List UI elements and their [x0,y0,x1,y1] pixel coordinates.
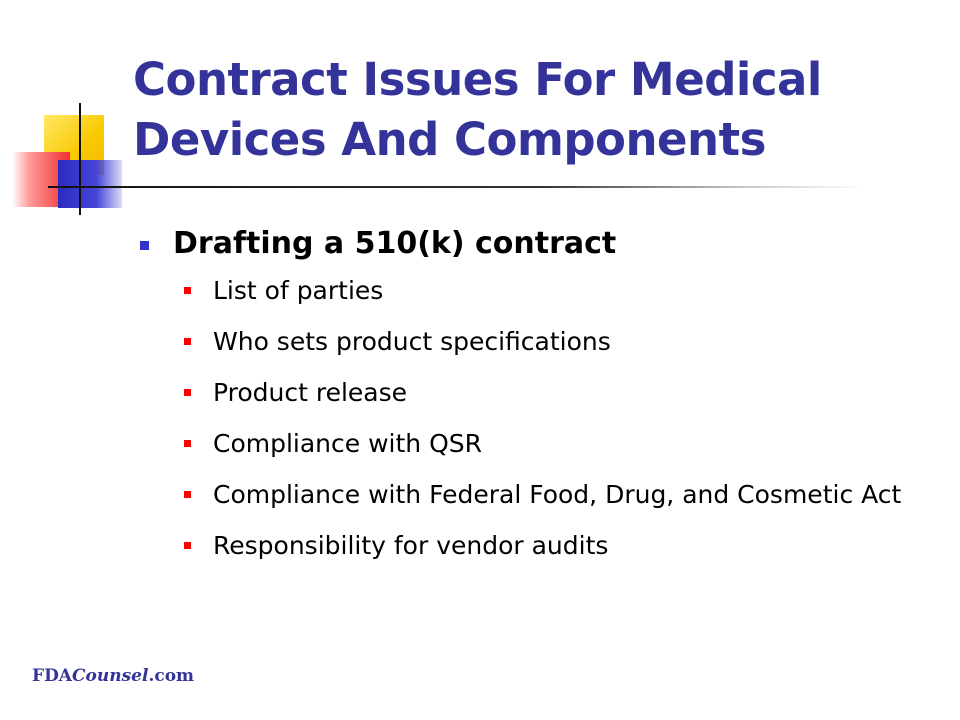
footer-brand-counsel: Counsel [72,666,149,686]
sub-bullet-item [140,427,920,461]
sub-bullet-item [140,529,920,563]
square-bullet-icon [184,491,191,498]
square-bullet-icon [184,389,191,396]
footer-brand [32,666,194,686]
title-line-1: Contract Issues For Medical [133,53,822,106]
blue-square-decoration [58,160,122,208]
sub-bullet-text: Product release [213,378,408,407]
slide-title [133,50,933,170]
square-bullet-icon [184,287,191,294]
title-underline-rule [48,186,868,188]
square-bullet-icon [184,338,191,345]
square-bullet-icon [140,241,149,250]
title-line-2: Devices And Components [133,113,766,166]
corner-logo-decoration [0,95,150,225]
sub-bullet-text: Compliance with Federal Food, Drug, and Cosmetic Act [213,480,902,509]
sub-bullet-item [140,376,920,410]
main-bullet-text: Drafting a 510(k) contract [173,226,617,261]
sub-bullet-text: Compliance with QSR [213,429,483,458]
square-bullet-icon [184,542,191,549]
vertical-rule [79,103,81,215]
sub-bullet-text: Responsibility for vendor audits [213,531,609,560]
footer-brand-domain: .com [148,666,195,686]
footer-brand-fda: FDA [32,666,73,686]
sub-bullet-list [140,274,920,563]
slide-content [140,222,920,580]
sub-bullet-text: Who sets product specifications [213,327,611,356]
sub-bullet-item [140,478,920,512]
sub-bullet-item [140,325,920,359]
sub-bullet-item [140,274,920,308]
main-bullet-item [140,222,920,266]
square-bullet-icon [184,440,191,447]
sub-bullet-text: List of parties [213,276,384,305]
